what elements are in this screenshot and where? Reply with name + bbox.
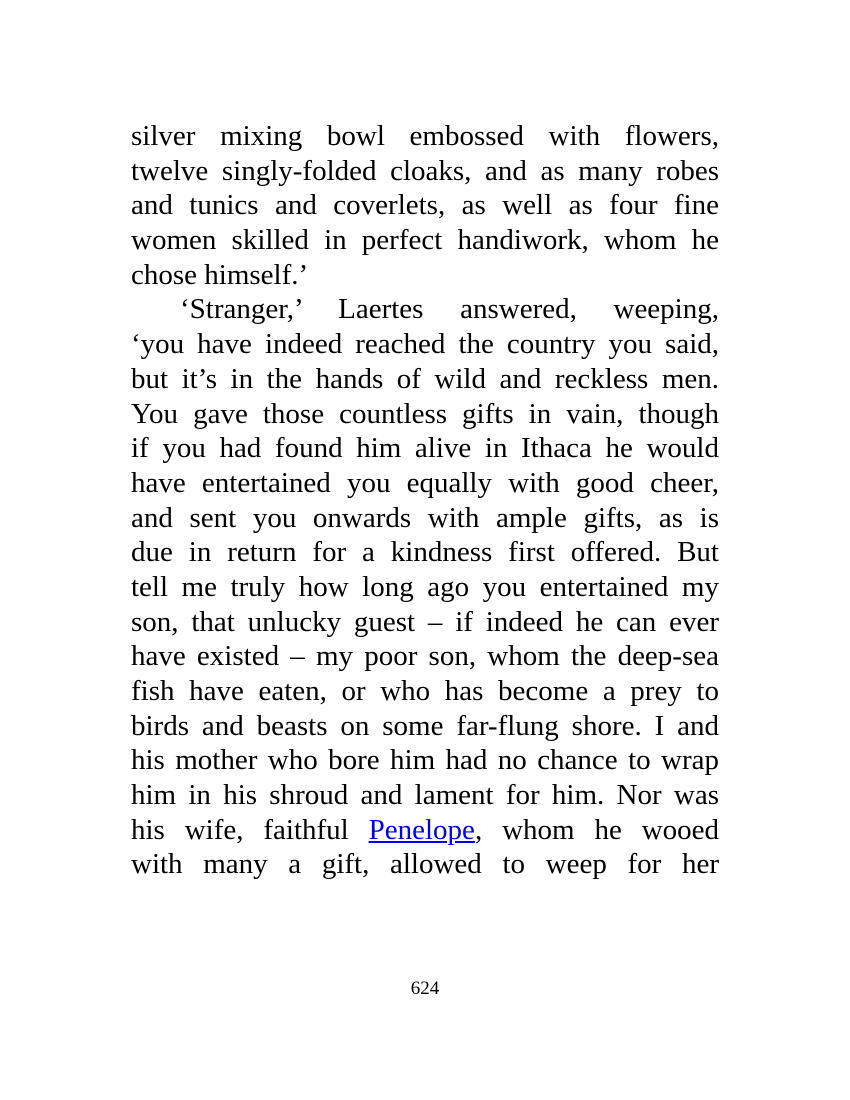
text-line: silver mixing bowl embossed with flowers, bbox=[131, 120, 719, 152]
text-line: You gave those countless gifts in vain, though bbox=[131, 397, 719, 430]
text-line: with many a gift, allowed to weep for her bbox=[131, 848, 719, 881]
text-line: him in his shroud and lament for him. Nor was bbox=[131, 779, 719, 812]
text-line: if you had found him alive in Ithaca he would bbox=[131, 432, 719, 465]
text-line-with-link bbox=[131, 813, 719, 848]
body-text bbox=[131, 119, 719, 882]
text-line: women skilled in perfect handiwork, whom he bbox=[131, 224, 719, 257]
text-line: have existed – my poor son, whom the deep-sea bbox=[131, 640, 719, 673]
text-line: due in return for a kindness first offered. But bbox=[131, 536, 719, 569]
text-segment: , whom he wooed bbox=[474, 813, 720, 846]
text-line: have entertained you equally with good cheer, bbox=[131, 466, 719, 499]
text-line: fish have eaten, or who has become a prey to bbox=[131, 675, 719, 707]
text-line: tell me truly how long ago you entertained my bbox=[131, 570, 719, 603]
text-segment: his wife, faithful bbox=[131, 813, 369, 846]
text-line: ‘you have indeed reached the country you said, bbox=[131, 328, 719, 361]
text-line: chose himself.’ bbox=[131, 258, 309, 291]
text-line: birds and beasts on some far-flung shore. I and bbox=[131, 709, 719, 742]
text-line: twelve singly-folded cloaks, and as many robes bbox=[131, 154, 719, 187]
text-line: and tunics and coverlets, as well as four fine bbox=[131, 189, 719, 222]
text-line: but it’s in the hands of wild and reckless men. bbox=[131, 362, 719, 395]
text-line: son, that unlucky guest – if indeed he can ever bbox=[131, 605, 719, 638]
text-line: his mother who bore him had no chance to wrap bbox=[131, 744, 719, 777]
text-line: and sent you onwards with ample gifts, as is bbox=[131, 501, 719, 534]
page-number: 624 bbox=[410, 978, 440, 999]
text-line-content: ‘Stranger,’ Laertes answered, weeping, bbox=[180, 293, 719, 326]
text-line-indented bbox=[131, 292, 719, 327]
penelope-link[interactable]: Penelope bbox=[368, 813, 475, 846]
